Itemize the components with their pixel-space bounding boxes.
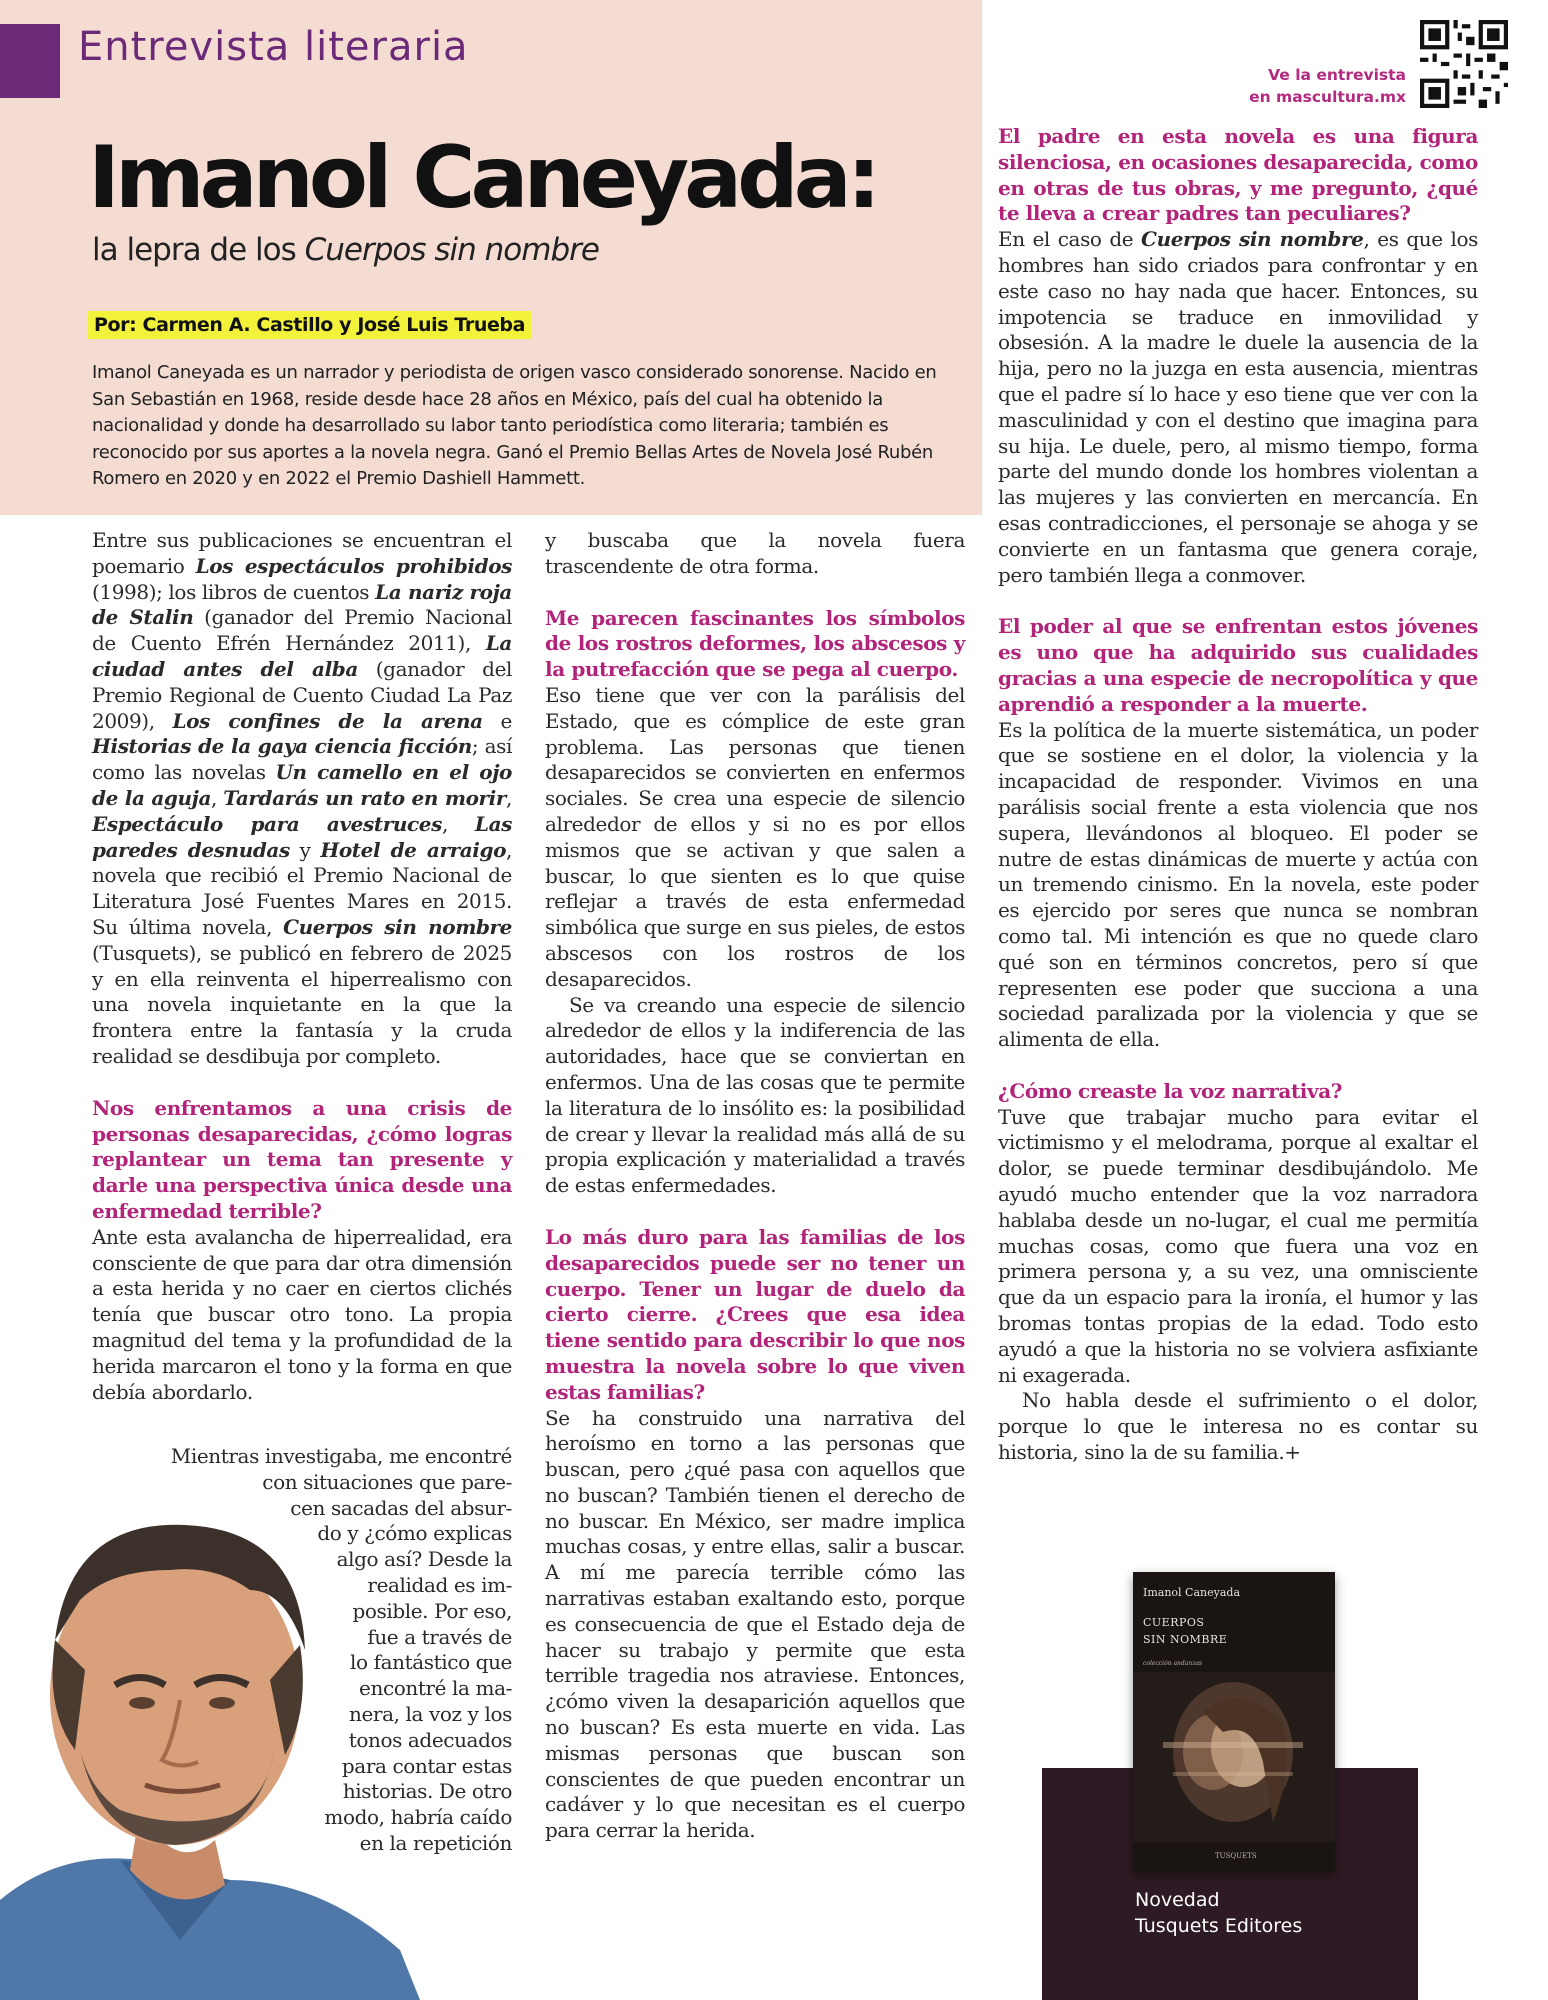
answer-1-line: fue a través de xyxy=(367,1624,512,1649)
answer-1-line: encontré la ma- xyxy=(359,1676,512,1701)
text-run: y xyxy=(289,837,321,862)
text-run: ; así como las novelas xyxy=(92,734,512,785)
qr-code-icon[interactable] xyxy=(1420,20,1508,108)
book-title-ref: La nariz roja de Stalin xyxy=(92,579,512,630)
text-run: (Tusquets), se publicó en febrero de 2025 y en ella reinventa el hiperrealismo con una novela inquietante en la que la frontera entre la fantasía y la cruda realidad se desdibuja por completo. xyxy=(92,940,512,1068)
answer-1-line: nera, la voz y los xyxy=(349,1701,512,1726)
answer-1-line: para contar estas xyxy=(341,1753,512,1778)
article-title: Imanol Caneyada: xyxy=(88,128,877,228)
book-cover-art xyxy=(1133,1672,1335,1842)
answer-1-line: modo, habría caído xyxy=(324,1805,512,1830)
question-3: Lo más duro para las familias de los desaparecidos puede ser no tener un cuerpo. Tener un lugar de duelo da cierto cierre. ¿Crees que esa idea tiene sentido para describir lo que nos muestra la novela sobre lo que viven estas familias? xyxy=(545,1224,965,1404)
text-run: (ganador del Premio Regional de Cuento Ciudad La Paz 2009), xyxy=(92,656,513,733)
question-2: Me parecen fascinantes los símbolos de los rostros deformes, los abscesos y la putrefacción que se pega al cuerpo. xyxy=(545,605,965,682)
text-run: Entre sus publicaciones se encuentran el poemario xyxy=(92,528,512,578)
answer-6: Tuve que trabajar mucho para evitar el victimismo y el melodrama, porque al exaltar el dolor, se puede terminar desdibujándolo. Me ayudó mucho entender que la voz narradora hablaba desde un no-lugar, el cual me permitía muchas cosas, como que fuera una voz en primera persona y, a su vez, una omnisciente que da un espacio para la ironía, el humor y las bromas tontas propias de la edad. Todo esto ayudó a que la historia no se volviera asfixiante ni exagerada. xyxy=(998,1104,1478,1387)
answer-1-line: realidad es im- xyxy=(367,1572,512,1597)
author-portrait xyxy=(0,1480,420,2000)
book-title-ref: Historias de la gaya ciencia ficción xyxy=(92,734,472,759)
answer-1-end: y buscaba que la novela fuera trascendente de otra forma. xyxy=(545,528,965,578)
answer-1-line: do y ¿cómo explicas xyxy=(317,1521,512,1546)
question-6: ¿Cómo creaste la voz narrativa? xyxy=(998,1078,1343,1103)
book-author: Imanol Caneyada xyxy=(1143,1586,1240,1599)
answer-1-line: posible. Por eso, xyxy=(352,1598,512,1623)
book-title-ref: Los confines de la arena xyxy=(172,708,483,733)
answer-1-line: en la repetición xyxy=(359,1830,512,1855)
answer-1-line: cen sacadas del absur- xyxy=(290,1495,512,1520)
publisher-logo: TUSQUETS xyxy=(1215,1852,1257,1860)
article-subtitle: la lepra de los Cuerpos sin nombre xyxy=(92,232,599,268)
answer-1: Ante esta avalancha de hiperrealidad, era consciente de que para dar otra dimensión a esta herida y no caer en ciertos clichés tenía que buscar otro tono. La propia magnitud del tema y la profundidad de la herida marcaron el tono y la forma en que debía abordarlo. xyxy=(92,1224,512,1404)
answer-1-line: con situaciones que pare- xyxy=(262,1469,512,1494)
question-1: Nos enfrentamos a una crisis de personas desaparecidas, ¿cómo logras replantear un tema tan presente y darle una perspectiva única desde una enfermedad terrible? xyxy=(92,1095,512,1223)
book-caption: Novedad Tusquets Editores xyxy=(1135,1889,1303,1937)
text-run: e xyxy=(482,708,512,733)
book-title-ref: Tardarás un rato en morir xyxy=(223,785,507,810)
answer-1-line: historias. De otro xyxy=(342,1779,512,1804)
section-bar xyxy=(0,24,60,98)
book-title-ref: La ciudad antes del alba xyxy=(92,631,512,681)
answer-1-line: lo fantástico que xyxy=(350,1650,512,1675)
section-label: Entrevista literaria xyxy=(78,24,469,70)
book-title-ref: Hotel de arraigo xyxy=(320,837,507,862)
qr-caption-line: Ve la entrevista xyxy=(1268,66,1406,84)
answer-2: Eso tiene que ver con la parálisis del Estado, que es cómplice de este gran problema. Las personas que tienen desaparecidos se convierten en enfermos sociales. Se crea una especie de silencio alrededor de ellos y si no es por ellos mismos que se activan y que salen a buscar, lo que sienten es lo que quise reflejar a través de esta enfermedad simbólica que surge en sus pieles, de estos abscesos con los rostros de los desaparecidos. xyxy=(545,682,965,991)
book-cover xyxy=(1133,1572,1335,1872)
column-3 xyxy=(998,124,1478,1466)
answer-1-line: Mientras investigaba, me encontré xyxy=(170,1444,512,1468)
text-run: , xyxy=(441,811,475,836)
answer-3: Se ha construido una narrativa del heroísmo en torno a las personas que buscan, pero ¿qué pasa con aquellos que no buscan? También tienen el derecho de no buscar. En México, ser madre implica muchas cosas, y entre ellas, salir a buscar. A mí me parecía terrible cómo las narrativas estaban exaltando esto, porque es consecuencia de que el Estado deja de hacer su trabajo y permite que esta terrible tragedia nos atraviese. Entonces, ¿cómo viven la desaparición aquellos que no buscan? Es esta muerte en vida. Las mismas personas que buscan son conscientes de que pueden encontrar un cadáver y lo que necesitan es el cuerpo para cerrar la herida. xyxy=(545,1405,965,1843)
book-title-ref: Espectáculo para avestruces xyxy=(92,811,442,836)
qr-caption xyxy=(1180,64,1406,108)
text-run: (1998); los libros de cuentos xyxy=(92,579,376,604)
book-title-ref: Cuerpos sin nombre xyxy=(283,914,513,939)
intro-paragraph: Imanol Caneyada es un narrador y periodista de origen vasco considerado sonorense. Nacido en San Sebastián en 1968, reside desde hace 28 años en México, país del cual ha obtenido la nacionalidad y donde ha desarrollado su labor tanto periodística como literaria; también es reconocido por sus aportes a la novela negra. Ganó el Premio Bellas Artes de Novela José Rubén Romero en 2020 y en 2022 el Premio Dashiell Hammett. xyxy=(92,362,937,489)
column-1 xyxy=(92,528,512,1405)
text-run: (ganador del Premio Nacional de Cuento Efrén Hernández 2011), xyxy=(92,605,513,656)
question-5: El poder al que se enfrentan estos jóvenes es uno que ha adquirido sus cualidades gracias a una especie de necropolítica y que aprendió a responder a la muerte. xyxy=(998,614,1478,716)
text-run: , xyxy=(506,785,512,810)
book-collection: colección andanzas xyxy=(1143,1660,1203,1667)
book-title-ref: Un camello en el ojo de la aguja xyxy=(92,760,512,810)
text-run: , xyxy=(211,785,224,810)
answer-5: Es la política de la muerte sistemática, un poder que se sostiene en el dolor, la violencia y la incapacidad de responder. Vivimos en una parálisis social frente a esta violencia que nos supera, llevándonos al bloqueo. El poder se nutre de estas dinámicas de muerte y actúa con un tremendo cinismo. En la novela, este poder es ejercido por seres que nunca se nombran como tal. Mi intención es que no quede claro qué son en términos concretos, pero sí que representen ese poder que succiona a una sociedad paralizada por la violencia y que se alimenta de ella. xyxy=(998,717,1478,1052)
book-title-ref: Las paredes desnudas xyxy=(92,811,512,862)
answer-1-line: algo así? Desde la xyxy=(336,1547,512,1572)
book-title-ref: Los espectáculos prohibidos xyxy=(195,553,512,578)
qr-caption-line: en mascultura.mx xyxy=(1249,88,1406,106)
byline: Por: Carmen A. Castillo y José Luis Trueba xyxy=(88,311,531,339)
answer-2-continued: Se va creando una especie de silencio alrededor de ellos y la indiferencia de las autoridades, hace que se conviertan en enfermos. Una de las cosas que te permite la literatura de lo insólito es: la posibilidad de crear y llevar la realidad más allá de su propia explicación y materialidad a través de estas enfermedades. xyxy=(545,992,965,1198)
text-run: , novela que recibió el Premio Nacional de Literatura José Fuentes Mares en 2015. Su última novela, xyxy=(92,837,512,939)
question-4: El padre en esta novela es una figura silenciosa, en ocasiones desaparecida, como en otras de tus obras, y me pregunto, ¿qué te lleva a crear padres tan peculiares? xyxy=(998,124,1478,226)
bio-paragraph xyxy=(92,528,512,1070)
book-title: CUERPOS SIN NOMBRE xyxy=(1143,1616,1228,1646)
answer-1-line: tonos adecuados xyxy=(348,1727,512,1752)
answer-4: En el caso de Cuerpos sin nombre, es que los hombres han sido criados para confrontar y en este caso no hay nada que hacer. Entonces, su impotencia se traduce en inmovilidad y obsesión. A la madre le duele la ausencia de la hija, pero no la juzga en esta ausencia, mientras que el padre sí lo hace y eso tiene que ver con la masculinidad y con el destino que imagina para su hija. Le duele, pero, al mismo tiempo, forma parte del mundo donde los hombres violentan a las mujeres y las convierten en mercancía. En esas contradicciones, el personaje se ahoga y se convierte en un fantasma que genera coraje, pero también llega a conmover. xyxy=(998,227,1479,587)
book-title-ref: Cuerpos sin nombre xyxy=(1141,227,1364,252)
column-2 xyxy=(545,528,965,1844)
answer-6-continued: No habla desde el sufrimiento o el dolor, porque lo que le interesa no es contar su historia, sino la de su familia.+ xyxy=(998,1388,1478,1465)
